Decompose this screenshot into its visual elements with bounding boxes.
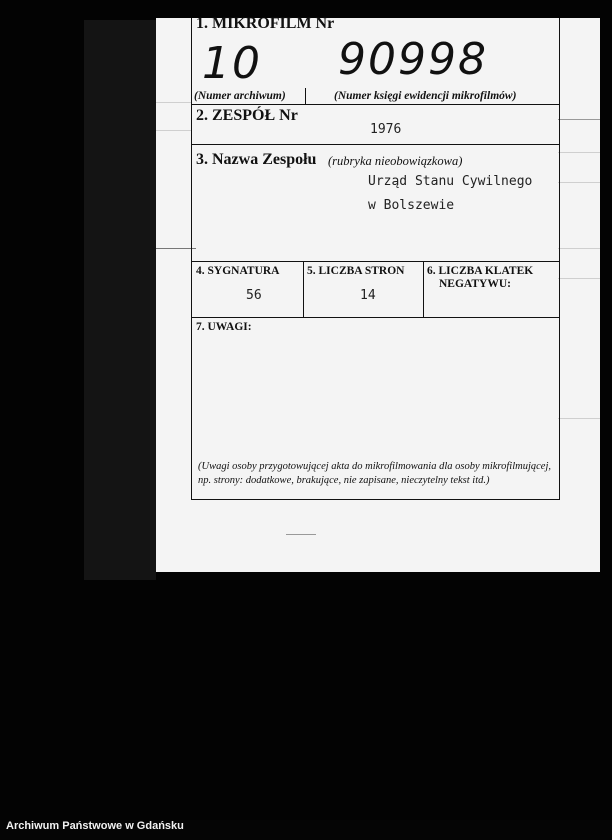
ledger-number-caption: (Numer księgi ewidencji mikrofilmów)	[334, 90, 517, 102]
fond-number-label: 2. ZESPÓŁ Nr	[196, 107, 298, 124]
signature-value: 56	[246, 288, 262, 303]
negative-frames-label: 6. LICZBA KLATEK	[427, 265, 534, 277]
archive-number-value: 10	[202, 38, 262, 89]
archive-number-caption: (Numer archiwum)	[194, 90, 286, 102]
fond-name-label: 3. Nazwa Zespołu	[196, 151, 317, 168]
scan-edge-strip	[84, 20, 156, 580]
fond-name-note: (rubryka nieobowiązkowa)	[328, 154, 463, 168]
remarks-label: 7. UWAGI:	[196, 321, 252, 333]
signature-label: 4. SYGNATURA	[196, 265, 280, 277]
archive-footer-label: Archiwum Państwowe w Gdańsku	[6, 820, 184, 832]
ledger-number-value: 90998	[338, 34, 488, 85]
microfilm-number-label: 1. MIKROFILM Nr	[196, 15, 335, 32]
page-count-label: 5. LICZBA STRON	[307, 265, 405, 277]
page-count-value: 14	[360, 288, 376, 303]
remarks-note-line-1: (Uwagi osoby przygotowującej akta do mikrofilmowania dla osoby mikrofilmującej,	[198, 461, 551, 472]
fond-name-line-2: w Bolszewie	[368, 198, 455, 213]
negative-frames-label-2: NEGATYWU:	[439, 278, 511, 290]
record-form	[191, 15, 560, 500]
fond-number-value: 1976	[370, 122, 402, 137]
fond-name-line-1: Urząd Stanu Cywilnego	[368, 174, 533, 189]
remarks-note-line-2: np. strony: dodatkowe, brakujące, nie zapisane, nieczytelny tekst itd.)	[198, 475, 490, 486]
